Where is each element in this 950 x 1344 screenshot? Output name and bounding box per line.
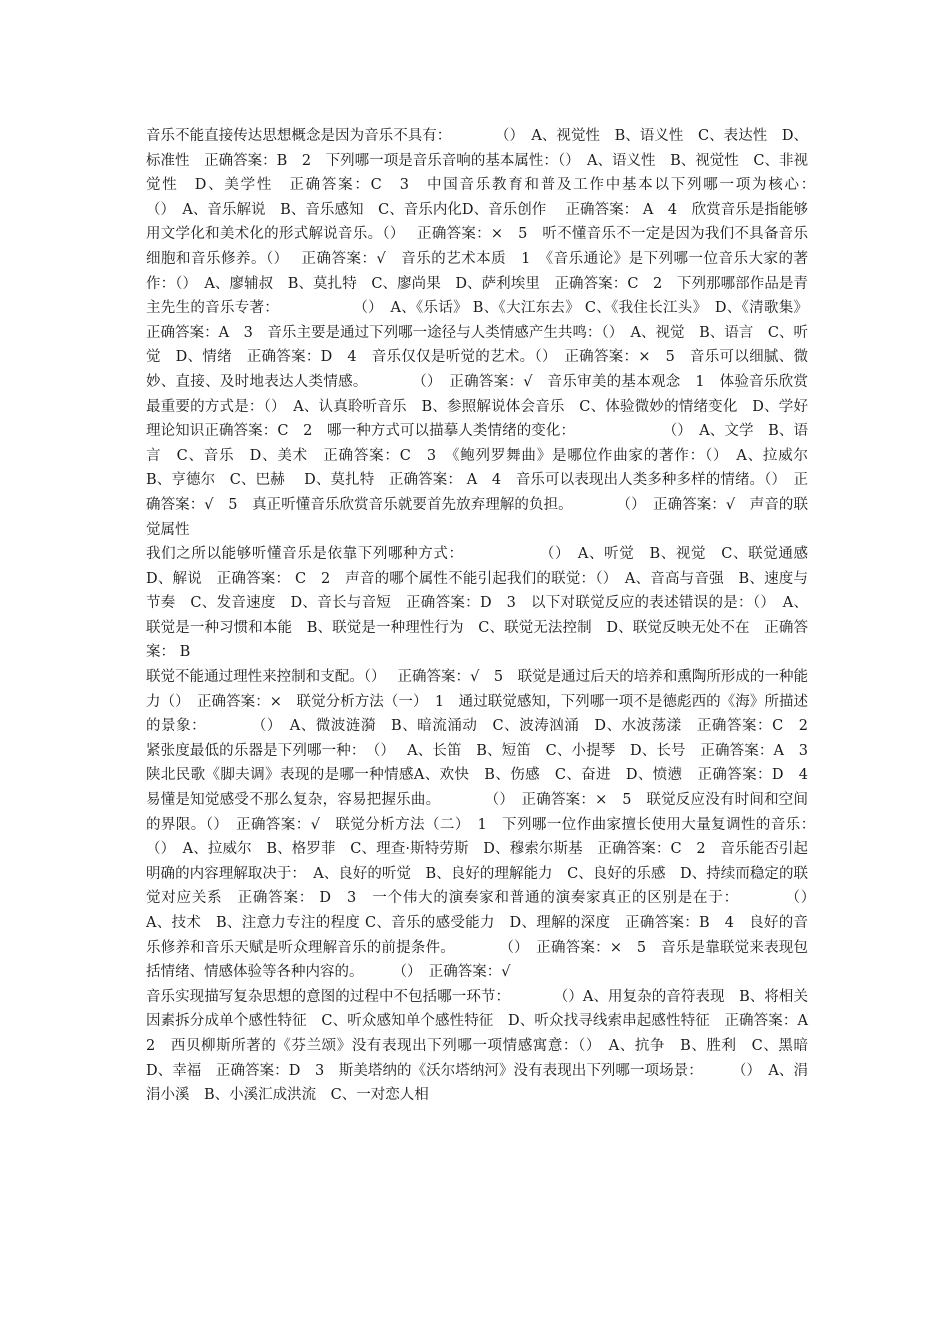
paragraph-3: 联觉不能通过理性来控制和支配。（） 正确答案：√ 5 联觉是通过后天的培养和熏陶所形成的一种能力（） 正确答案：× 联觉分析方法（一） 1 通过联觉感知，下列哪一项不是德彪西的《海》所描述的景象： （） A、微波涟漪 B、暗流涌动 C、波涛汹涌 D、水波荡漾 正确答案：C 2 紧张度最低的乐器是下列哪一种： （） A、长笛 B、短笛 C、小提琴 D、长号 正确答案：A 3 陕北民歌《脚夫调》表现的是哪一种情感A、欢快 B、伤感 C、奋进 D、愤懑 正确答案：D 4 易懂是知觉感受不那么复杂，容易把握乐曲。 （） 正确答案：× 5 联觉反应没有时间和空间的界限。（） 正确答案：√ 联觉分析方法（二） 1 下列哪一位作曲家擅长使用大量复调性的音乐： （） A、拉威尔 B、格罗菲 C、理查·斯特劳斯 D、穆索尔斯基 正确答案：C 2 音乐能否引起明确的内容理解取决于： A、良好的听觉 B、良好的理解能力 C、良好的乐感 D、持续而稳定的联觉对应关系 正确答案： D 3 一个伟大的演奏家和普通的演奏家真正的区别是在于： （） A、技术 B、注意力专注的程度 C、音乐的感受能力 D、理解的深度 正确答案：B 4 良好的音乐修养和音乐天赋是听众理解音乐的前提条件。 （） 正确答案：× 5 音乐是靠联觉来表现包括情绪、情感体验等各种内容的。 （） 正确答案：√ bbox=[146, 669, 866, 981]
paragraph-2: 我们之所以能够听懂音乐是依靠下列哪种方式： （） A、听觉 B、视觉 C、联觉通感 D、解说 正确答案： C 2 声音的哪个属性不能引起我们的联觉：（） A、音高与音强 B、速度与节奏 C、发音速度 D、音长与音短 正确答案：D 3 以下对联觉反应的表述错误的是：（） A、联觉是一种习惯和本能 B、联觉是一种理性行为 C、联觉无法控制 D、联觉反映无处不在 正确答案： B bbox=[146, 546, 828, 661]
paragraph-1: 音乐不能直接传达思想概念是因为音乐不具有： （） A、视觉性 B、语义性 C、表达性 D、标准性 正确答案：B 2 下列哪一项是音乐音响的基本属性：（） A、语义性 B、视觉性 C、非视觉性 D、美学性 正确答案：C 3 中国音乐教育和普及工作中基本以下列哪一项为核心： （） A、音乐解说 B、音乐感知 C、音乐内化D、音乐创作 正确答案： A 4 欣赏音乐是指能够用文学化和美术化的形式解说音乐。（） 正确答案：× 5 听不懂音乐不一定是因为我们不具备音乐细胞和音乐修养。（） 正确答案：√ 音乐的艺术本质 1 《音乐通论》是下列哪一位音乐大家的著作：（） A、廖辅叔 B、莫扎特 C、廖尚果 D、萨利埃里 正确答案：C 2 下列那哪部作品是青主先生的音乐专著： （） A、《乐话》 B、《大江东去》 C、《我住长江头》 D、《清歌集》正确答案：A 3 音乐主要是通过下列哪一途径与人类情感产生共鸣：（） A、视觉 B、语言 C、听觉 D、情绪 正确答案：D 4 音乐仅仅是听觉的艺术。（） 正确答案：× 5 音乐可以细腻、微妙、直接、及时地表达人类情感。 （） 正确答案：√ 音乐审美的基本观念 1 体验音乐欣赏最重要的方式是：（） A、认真聆听音乐 B、参照解说体会音乐 C、体验微妙的情绪变化 D、学好理论知识正确答案：C 2 哪一种方式可以描摹人类情绪的变化： （） A、文学 B、语言 C、音乐 D、美术 正确答案：C 3 《鲍列罗舞曲》是哪位作曲家的著作：（） A、拉威尔 B、亨德尔 C、巴赫 D、莫扎特 正确答案： A 4 音乐可以表现出人类多种多样的情绪。（） 正确答案：√ 5 真正听懂音乐欣赏音乐就要首先放弃理解的负担。 （） 正确答案：√ 声音的联觉属性 bbox=[146, 128, 866, 538]
document-body bbox=[146, 124, 866, 1108]
paragraph-4: 音乐实现描写复杂思想的意图的过程中不包括哪一环节： （）A、用复杂的音符表现 B、将相关因素拆分成单个感性特征 C、听众感知单个感性特征 D、听众找寻线索串起感性特征 正确答案：A 2 西贝柳斯所著的《芬兰颂》没有表现出下列哪一项情感寓意：（） A、抗争 B、胜利 C、黑暗 D、幸福 正确答案：D 3 斯美塔纳的《沃尔塔纳河》没有表现出下列哪一项场景： （） A、涓涓小溪 B、小溪汇成洪流 C、一对恋人相 bbox=[146, 988, 823, 1104]
